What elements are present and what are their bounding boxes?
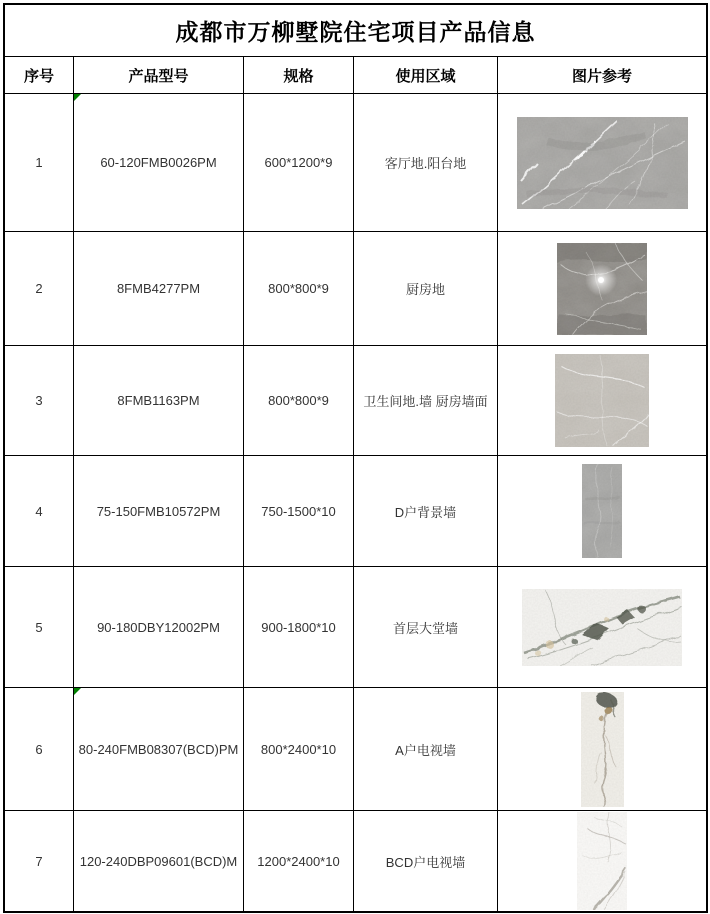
spec-text: 800*2400*10 [260, 741, 337, 757]
cell-area[interactable] [354, 811, 498, 911]
table-row [5, 94, 706, 232]
model-text: 60-120FMB0026PM [100, 155, 217, 170]
area-text: 首层大堂墙 [392, 620, 458, 636]
product-image [498, 94, 706, 231]
product-image [498, 567, 706, 687]
cell-area[interactable] [354, 346, 498, 456]
area-text: D户背景墙 [394, 504, 457, 520]
cell-index[interactable] [5, 811, 74, 911]
cell-image[interactable] [498, 456, 706, 567]
header-cell-index[interactable]: 序号 [5, 57, 74, 94]
cell-spec[interactable] [244, 688, 354, 811]
cell-index[interactable] [5, 688, 74, 811]
cell-model[interactable] [74, 811, 244, 911]
spec-text: 600*1200*9 [264, 155, 333, 170]
model-text: 120-240DBP09601(BCD)M [79, 853, 238, 869]
product-image [498, 688, 706, 810]
index-text: 2 [35, 281, 43, 296]
cell-index[interactable] [5, 567, 74, 688]
table-row [5, 232, 706, 346]
cell-index[interactable] [5, 456, 74, 567]
cell-image[interactable] [498, 346, 706, 456]
area-text: 厨房地 [405, 282, 445, 297]
table-body [5, 94, 706, 911]
area-text: 客厅地.阳台地 [384, 156, 467, 171]
product-image [498, 346, 706, 455]
area-text: 卫生间地.墙 厨房墙面 [363, 394, 488, 409]
cell-image[interactable] [498, 94, 706, 232]
cell-index[interactable] [5, 232, 74, 346]
cell-area[interactable] [354, 94, 498, 232]
cell-area[interactable] [354, 688, 498, 811]
index-text: 3 [35, 393, 43, 408]
product-image [498, 811, 706, 911]
spec-text: 900-1800*10 [261, 619, 336, 635]
cell-spec[interactable] [244, 567, 354, 688]
cell-image[interactable] [498, 232, 706, 346]
cell-area[interactable] [354, 567, 498, 688]
product-photo [517, 117, 688, 209]
table-title[interactable]: 成都市万柳墅院住宅项目产品信息 [5, 5, 706, 57]
product-photo [557, 243, 647, 335]
model-text: 90-180DBY12002PM [97, 619, 220, 635]
header-cell-spec[interactable]: 规格 [244, 57, 354, 94]
product-photo [577, 812, 627, 910]
error-indicator-icon [74, 94, 81, 101]
spec-text: 750-1500*10 [261, 503, 336, 519]
area-text: A户电视墙 [395, 742, 456, 758]
header-cell-image[interactable]: 图片参考 [498, 57, 706, 94]
cell-index[interactable] [5, 346, 74, 456]
index-text: 4 [35, 503, 43, 519]
cell-model[interactable] [74, 567, 244, 688]
cell-spec[interactable] [244, 232, 354, 346]
cell-model[interactable] [74, 688, 244, 811]
spec-text: 800*800*9 [268, 393, 329, 408]
product-photo [555, 354, 649, 447]
product-image [498, 232, 706, 345]
cell-spec[interactable] [244, 94, 354, 232]
index-text: 5 [35, 619, 43, 635]
product-image [498, 456, 706, 566]
table-row [5, 456, 706, 567]
model-text: 8FMB1163PM [117, 393, 200, 408]
area-text: BCD户电视墙 [385, 854, 466, 870]
cell-image[interactable] [498, 688, 706, 811]
spec-text: 1200*2400*10 [257, 853, 340, 869]
error-indicator-icon [74, 688, 81, 695]
header-cell-area[interactable]: 使用区域 [354, 57, 498, 94]
header-cell-model[interactable]: 产品型号 [74, 57, 244, 94]
cell-model[interactable] [74, 232, 244, 346]
cell-area[interactable] [354, 232, 498, 346]
table-row [5, 346, 706, 456]
spec-text: 800*800*9 [268, 281, 329, 296]
index-text: 7 [35, 853, 43, 869]
cell-spec[interactable] [244, 811, 354, 911]
model-text: 75-150FMB10572PM [96, 503, 221, 519]
product-photo [581, 692, 624, 807]
model-text: 8FMB4277PM [116, 281, 201, 296]
cell-model[interactable] [74, 94, 244, 232]
cell-area[interactable] [354, 456, 498, 567]
product-table [3, 3, 708, 913]
cell-spec[interactable] [244, 346, 354, 456]
cell-model[interactable] [74, 456, 244, 567]
table-row [5, 567, 706, 688]
cell-image[interactable] [498, 811, 706, 911]
index-text: 6 [35, 741, 43, 757]
table-header [5, 57, 706, 94]
cell-image[interactable] [498, 567, 706, 688]
product-photo [522, 589, 682, 666]
table-row [5, 811, 706, 911]
cell-index[interactable] [5, 94, 74, 232]
cell-spec[interactable] [244, 456, 354, 567]
model-text: 80-240FMB08307(BCD)PM [78, 741, 239, 757]
table-row [5, 688, 706, 811]
index-text: 1 [35, 155, 43, 170]
cell-model[interactable] [74, 346, 244, 456]
product-photo [582, 464, 622, 558]
